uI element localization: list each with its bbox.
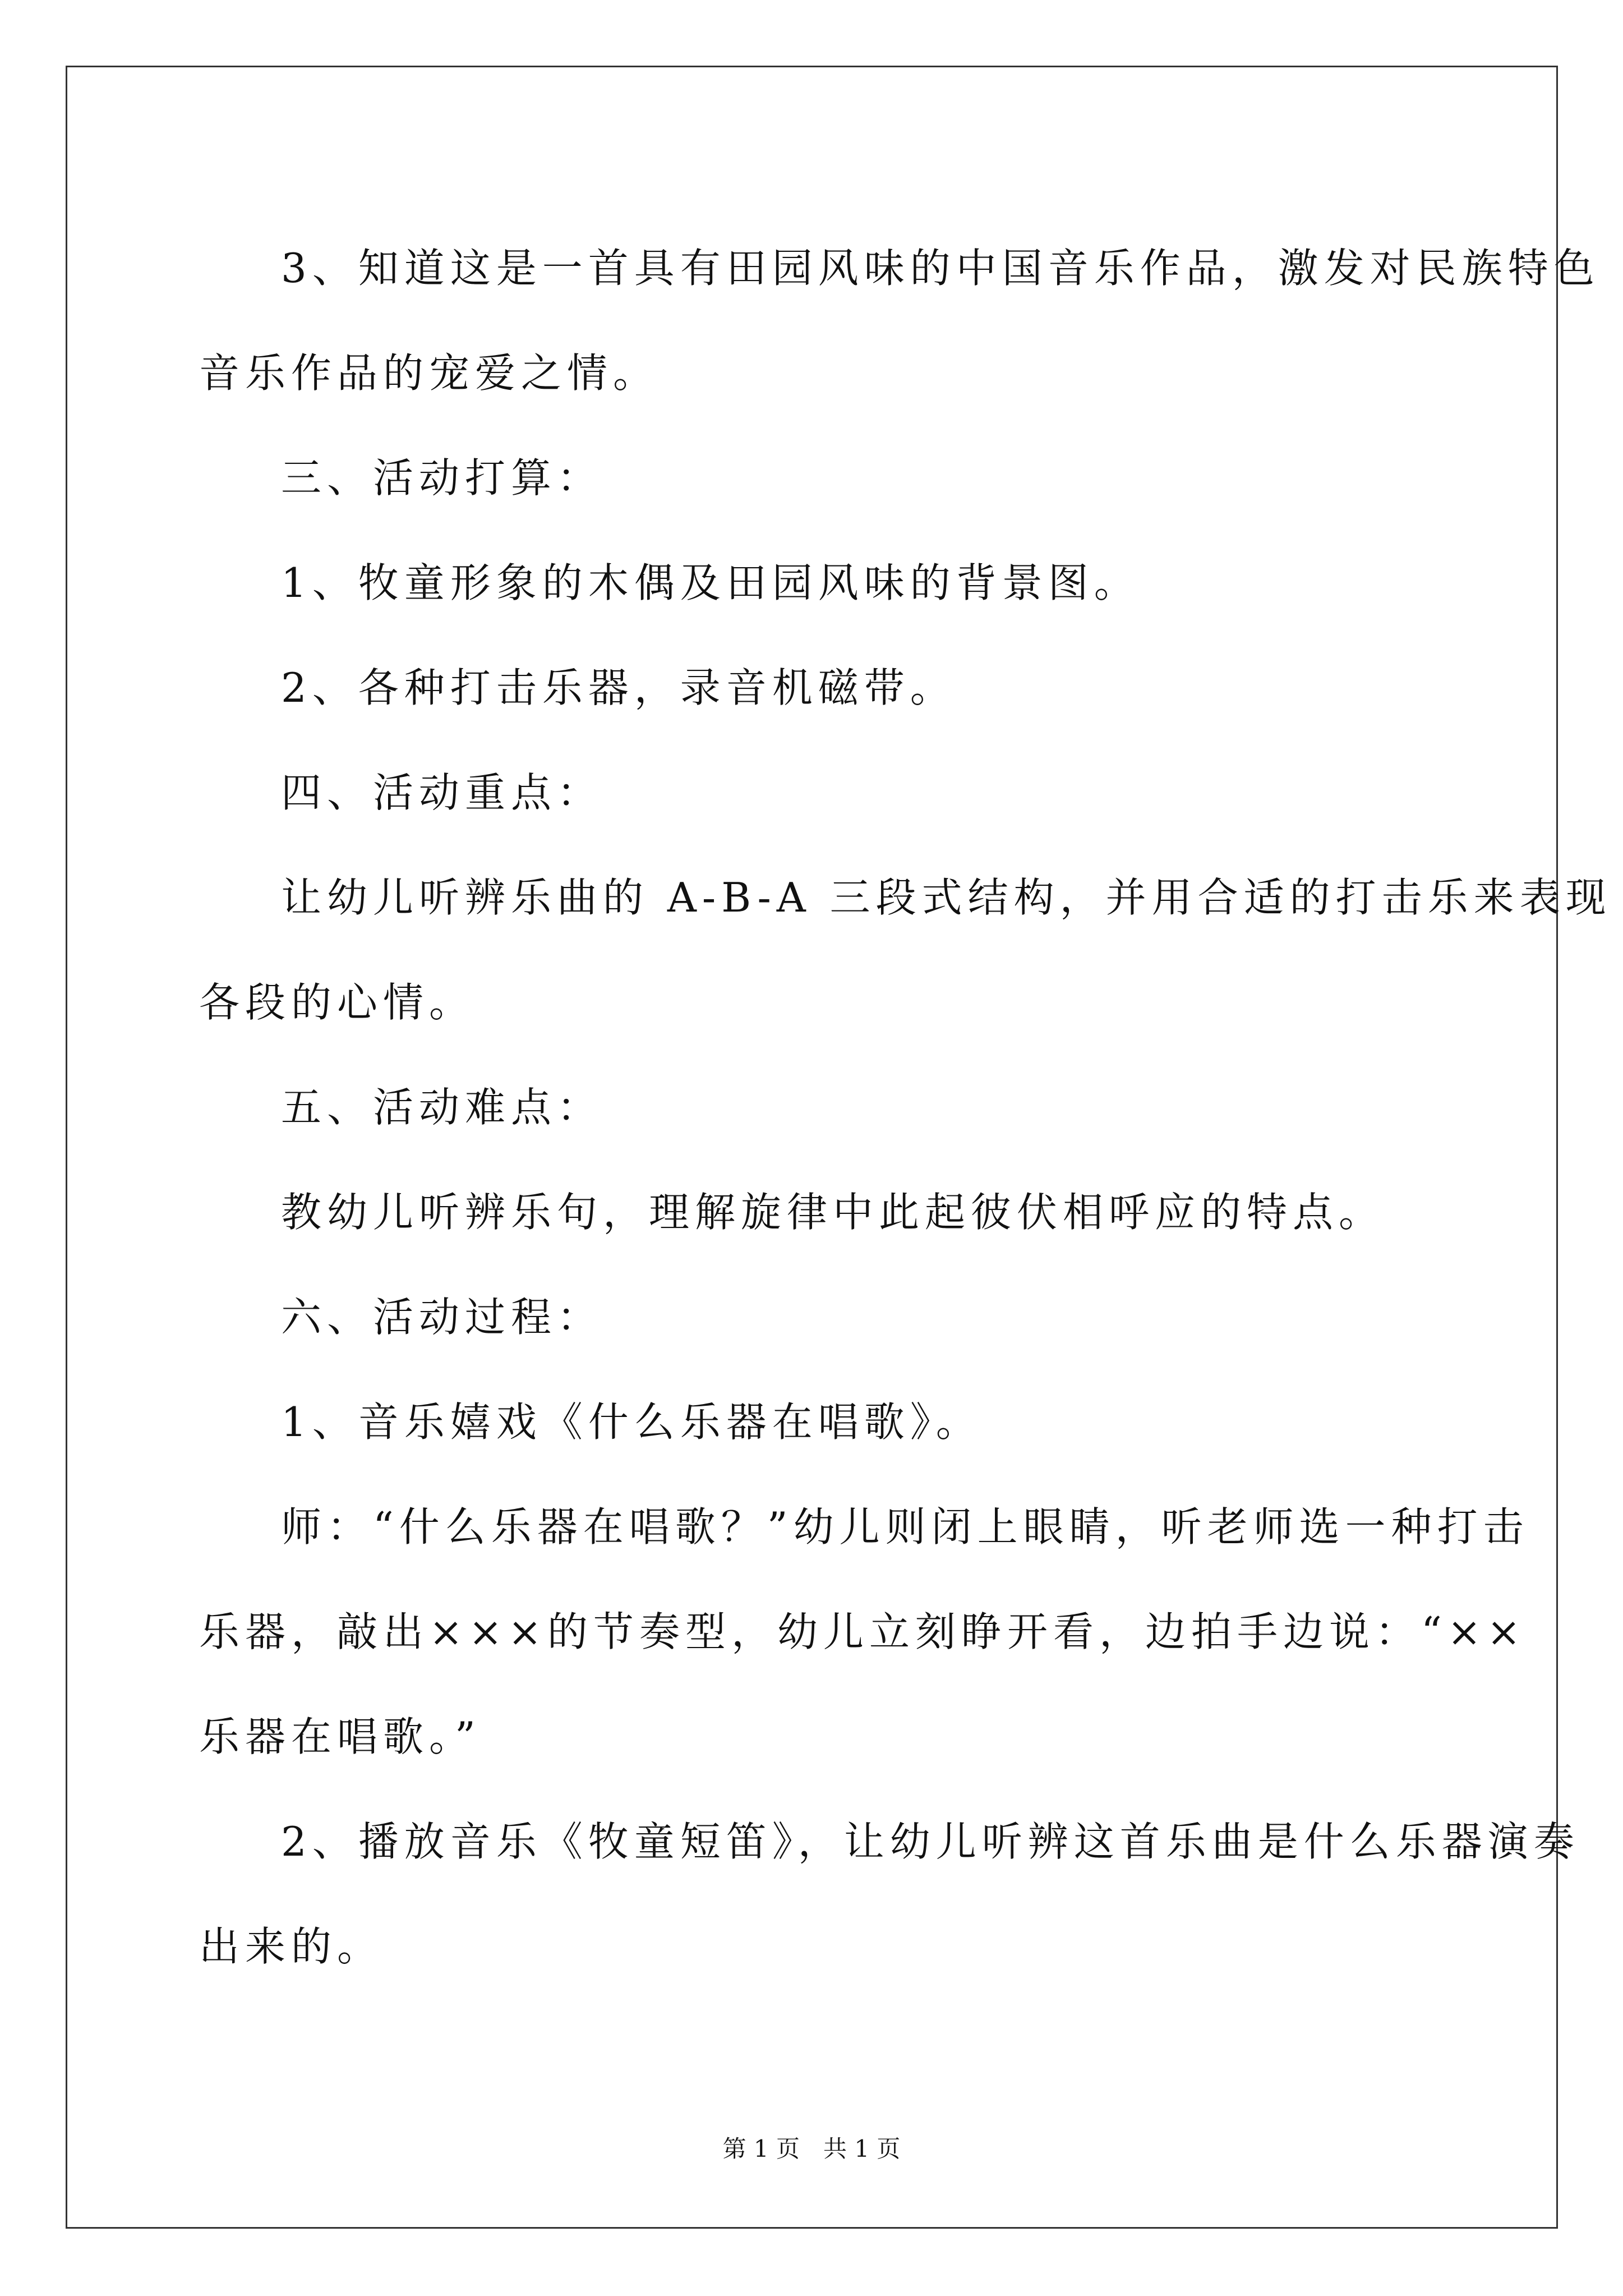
paragraph-line: 出来的。 [199,1923,384,1970]
paragraph-line: 2、播放音乐《牧童短笛》，让幼儿听辨这首乐曲是什么乐器演奏 [281,1818,1580,1865]
section-heading: 三、活动打算： [281,454,603,501]
section-heading: 六、活动过程： [281,1294,603,1341]
paragraph-line: 2、各种打击乐器，录音机磁带。 [281,664,956,711]
paragraph-line: 让幼儿听辨乐曲的 A-B-A 三段式结构，并用合适的打击乐来表现 [281,874,1612,921]
paragraph-line: 音乐作品的宠爱之情。 [199,349,660,397]
paragraph-line: 1、牧童形象的木偶及田园风味的背景图。 [281,559,1140,606]
paragraph-line: 1、音乐嬉戏《什么乐器在唱歌》。 [281,1398,982,1446]
section-heading: 四、活动重点： [281,769,603,816]
paragraph-line: 乐器在唱歌。” [199,1713,481,1760]
page-footer: 第 1 页 共 1 页 [722,2135,901,2162]
paragraph-line: 3、知道这是一首具有田园风味的中国音乐作品，激发对民族特色 [281,245,1600,292]
section-heading: 五、活动难点： [281,1084,603,1131]
paragraph-line: 教幼儿听辨乐句，理解旋律中此起彼伏相呼应的特点。 [281,1189,1385,1236]
paragraph-line: 乐器，敲出×××的节奏型，幼儿立刻睁开看，边拍手边说：“×× [199,1608,1527,1655]
document-body [199,216,1612,1999]
paragraph-line: 师：“什么乐器在唱歌？”幼儿则闭上眼睛，听老师选一种打击 [281,1503,1529,1550]
paragraph-line: 各段的心情。 [199,979,476,1026]
